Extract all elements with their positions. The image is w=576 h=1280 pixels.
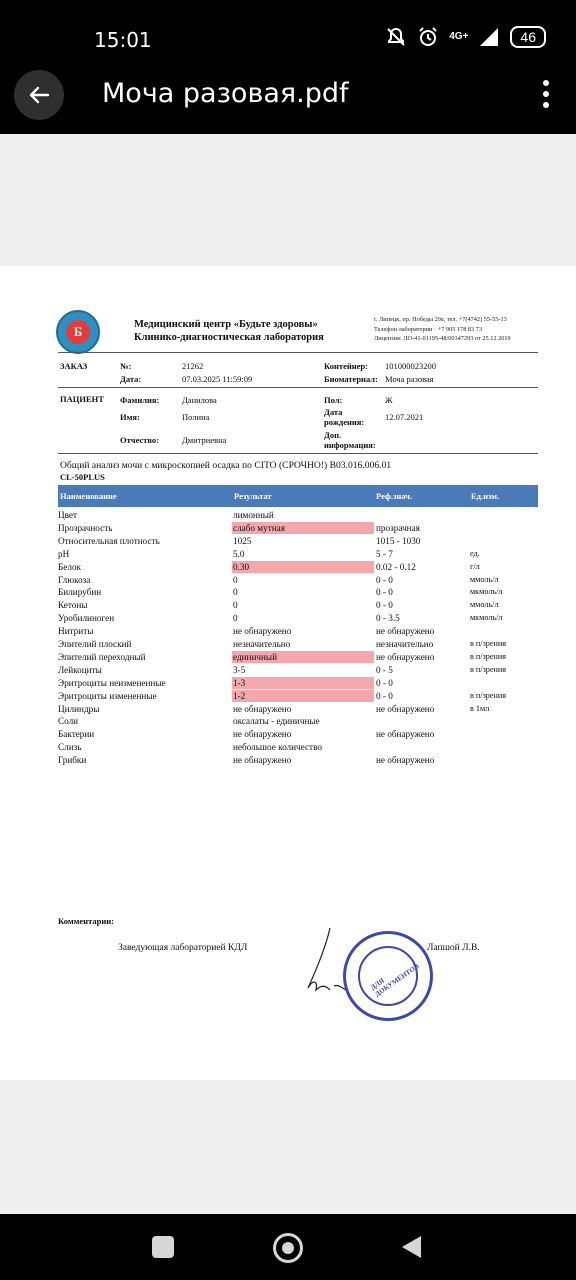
- sex-label: Пол:: [324, 395, 343, 405]
- row-name-cell: Грибки: [58, 755, 87, 766]
- battery-level: 46: [520, 29, 536, 45]
- row-ref-cell: прозрачная: [376, 522, 420, 533]
- row-name-cell: Уробилиноген: [58, 613, 115, 624]
- header-divider: [58, 352, 538, 353]
- row-ref-cell: 0 - 5: [376, 664, 393, 675]
- row-name-cell: Эритроциты неизмененные: [58, 677, 166, 688]
- row-name-cell: Бактерии: [58, 729, 95, 740]
- home-icon: [282, 1242, 294, 1254]
- table-row: [58, 561, 538, 574]
- row-name-cell: Относительная плотность: [58, 535, 160, 546]
- row-unit-cell: в п/зрения: [470, 639, 507, 648]
- analyzer-name: CL-50PLUS: [60, 472, 105, 482]
- table-row: [58, 625, 538, 638]
- network-type-label: 4G+: [449, 31, 469, 42]
- table-row: [58, 703, 538, 716]
- row-name-cell: Белок: [58, 561, 81, 572]
- row-unit-cell: ммоль/л: [470, 574, 499, 584]
- patronymic-value: Дмитриевна: [182, 435, 227, 445]
- row-ref-cell: не обнаружено: [376, 755, 435, 766]
- row-name-cell: Нитриты: [58, 626, 94, 637]
- row-ref-cell: 0 - 0: [376, 677, 393, 688]
- row-unit-cell: в 1мл: [470, 703, 490, 713]
- table-row: [58, 715, 538, 728]
- table-row: [58, 651, 538, 664]
- row-result-cell: 0: [233, 613, 238, 624]
- row-ref-cell: не обнаружено: [376, 729, 435, 740]
- table-row: [58, 574, 538, 587]
- row-name-cell: Слизь: [58, 742, 82, 753]
- row-unit-cell: мкмоль/л: [470, 587, 503, 597]
- row-unit-cell: в п/зрения: [470, 664, 507, 674]
- patient-section-label: ПАЦИЕНТ: [60, 394, 104, 404]
- abnormal-highlight: [232, 677, 374, 689]
- row-result-cell: не обнаружено: [233, 755, 292, 766]
- arrow-left-icon: [28, 84, 50, 106]
- table-row: [58, 509, 538, 522]
- table-row: [58, 677, 538, 690]
- row-ref-cell: не обнаружено: [376, 626, 435, 637]
- row-result-cell: 0: [233, 600, 238, 611]
- row-ref-cell: 0 - 0: [376, 690, 393, 701]
- row-ref-cell: незначительно: [376, 639, 434, 649]
- row-name-cell: Кетоны: [58, 600, 88, 611]
- name-value: Полина: [182, 412, 210, 422]
- row-result-cell: 1025: [233, 535, 252, 546]
- row-result-cell: лимонный: [233, 510, 274, 520]
- row-name-cell: Прозрачность: [58, 522, 113, 533]
- row-ref-cell: 0 - 0: [376, 600, 393, 611]
- more-vert-icon: [543, 80, 549, 86]
- row-ref-cell: 5 - 7: [376, 548, 393, 559]
- clinic-address-line3: Лицензия: ЛО-41-01195-48/00347293 от 25.12.2019: [374, 335, 511, 342]
- nav-back-button[interactable]: [402, 1236, 421, 1258]
- abnormal-highlight: [232, 690, 374, 702]
- results-table-header: [58, 485, 538, 507]
- row-ref-cell: 0 - 0: [376, 574, 393, 585]
- clinic-address-line1: г. Липецк, пр. Победы 29а, тел. +7(4742) 55-55-13: [374, 316, 507, 323]
- row-name-cell: Цилиндры: [58, 703, 100, 714]
- table-row: [58, 664, 538, 677]
- status-icons: [385, 26, 546, 48]
- row-result-cell: единичный: [233, 651, 278, 662]
- row-name-cell: pH: [58, 548, 70, 559]
- row-name-cell: Эпителий плоский: [58, 639, 132, 649]
- row-result-cell: 0: [233, 587, 238, 598]
- pdf-viewer[interactable]: [0, 134, 576, 1214]
- clinic-name-line2: Клинико-диагностическая лаборатория: [134, 332, 324, 343]
- clinic-address: [374, 315, 511, 344]
- signature-role: Заведующая лабораторией КДЛ: [118, 943, 248, 953]
- order-section-label: ЗАКАЗ: [60, 361, 88, 371]
- birth-value: 12.07.2021: [385, 412, 424, 422]
- table-row: [58, 535, 538, 548]
- row-name-cell: Соли: [58, 716, 79, 727]
- row-result-cell: слабо мутная: [233, 522, 285, 533]
- row-result-cell: небольшое количество: [233, 742, 322, 753]
- col-name-header: Наименование: [60, 491, 117, 501]
- clinic-name: [134, 318, 324, 344]
- col-unit-header: Ед.изм.: [471, 491, 500, 501]
- row-result-cell: не обнаружено: [233, 703, 292, 714]
- row-unit-cell: в п/зрения: [470, 651, 507, 661]
- app-bar: [0, 64, 576, 134]
- row-name-cell: Эритроциты измененные: [58, 690, 157, 701]
- row-ref-cell: 0 - 0: [376, 587, 393, 598]
- table-row: [58, 599, 538, 612]
- row-ref-cell: 0.02 - 0.12: [376, 561, 416, 572]
- official-stamp: [343, 931, 433, 1021]
- status-bar: [0, 0, 576, 64]
- row-result-cell: 1-3: [233, 677, 246, 688]
- biomaterial-label: Биоматериал:: [324, 374, 378, 384]
- row-result-cell: 0.30: [233, 561, 250, 572]
- battery-indicator: [510, 26, 546, 48]
- order-divider: [58, 387, 538, 388]
- row-unit-cell: ммоль/л: [470, 600, 499, 610]
- row-name-cell: Глюкоза: [58, 574, 91, 585]
- row-result-cell: не обнаружено: [233, 729, 292, 740]
- home-button[interactable]: [273, 1233, 303, 1263]
- col-ref-header: Реф.знач.: [376, 491, 413, 501]
- surname-label: Фамилия:: [120, 395, 160, 405]
- patient-divider: [58, 453, 538, 454]
- pdf-page: [0, 266, 576, 1080]
- back-button[interactable]: [14, 70, 64, 120]
- row-ref-cell: не обнаружено: [376, 651, 435, 662]
- clinic-address-line2: Телефон лаборатории · +7 905 178 83 73: [374, 325, 483, 333]
- row-name-cell: Лейкоциты: [58, 664, 102, 675]
- biomaterial-value: Моча разовая: [385, 374, 434, 384]
- row-result-cell: 0: [233, 574, 238, 585]
- row-result-cell: 5.0: [233, 548, 245, 559]
- table-row: [58, 638, 538, 651]
- row-unit-cell: ед.: [470, 548, 480, 558]
- abnormal-highlight: [232, 561, 374, 573]
- table-row: [58, 690, 538, 703]
- row-unit-cell: г/л: [470, 561, 480, 571]
- comments-label: Комментарии:: [58, 916, 114, 926]
- name-label: Имя:: [120, 412, 140, 422]
- recent-apps-button[interactable]: [152, 1236, 174, 1258]
- sex-value: Ж: [385, 395, 393, 405]
- notifications-off-icon: [385, 26, 407, 48]
- order-no-value: 21262: [182, 361, 204, 371]
- table-row: [58, 586, 538, 599]
- surname-value: Данилова: [182, 395, 217, 405]
- row-name-cell: Билирубин: [58, 587, 102, 598]
- row-unit-cell: мкмоль/л: [470, 613, 503, 623]
- patronymic-label: Отчество:: [120, 435, 160, 445]
- table-row: [58, 548, 538, 561]
- order-date-value: 07.03.2025 11:59:09: [182, 374, 253, 384]
- table-row: [58, 612, 538, 625]
- row-name-cell: Эпителий переходный: [58, 651, 146, 662]
- row-name-cell: Цвет: [58, 510, 78, 520]
- row-ref-cell: 0 - 3.5: [376, 613, 400, 624]
- row-result-cell: не обнаружено: [233, 626, 292, 637]
- table-row: [58, 754, 538, 767]
- extra-info-label: Доп. информация:: [324, 430, 376, 450]
- table-row: [58, 741, 538, 754]
- more-options-button[interactable]: [536, 76, 556, 112]
- row-result-cell: оксалаты - единичные: [233, 716, 320, 727]
- container-value: 101000023200: [385, 361, 436, 371]
- test-title: Общий анализ мочи с микроскопией осадка по CITO (СРОЧНО!) В03.016.006.01: [60, 460, 392, 471]
- status-time: 15:01: [94, 28, 152, 52]
- row-unit-cell: в п/зрения: [470, 690, 507, 700]
- row-ref-cell: не обнаружено: [376, 703, 435, 714]
- system-nav-bar: [0, 1214, 576, 1280]
- order-date-label: Дата:: [120, 374, 142, 384]
- table-row: [58, 522, 538, 535]
- alarm-icon: [417, 26, 439, 48]
- signal-icon: [478, 26, 500, 48]
- container-label: Контейнер:: [324, 361, 368, 371]
- order-no-label: №:: [120, 361, 132, 371]
- birth-label: Дата рождения:: [324, 407, 365, 427]
- logo-mark: Б: [66, 320, 90, 344]
- signature-name: Лапшой Л.В.: [427, 943, 480, 953]
- clinic-logo: [56, 310, 100, 354]
- document-title: Моча разовая.pdf: [102, 78, 349, 109]
- row-result-cell: 3-5: [233, 664, 246, 675]
- row-ref-cell: 1015 - 1030: [376, 535, 421, 546]
- col-result-header: Результат: [234, 491, 272, 501]
- clinic-name-line1: Медицинский центр «Будьте здоровы»: [134, 319, 318, 330]
- row-result-cell: 1-2: [233, 690, 246, 701]
- table-row: [58, 728, 538, 741]
- stamp-text: ДЛЯ ДОКУМЕНТОВ: [369, 962, 421, 999]
- row-result-cell: незначительно: [233, 639, 291, 649]
